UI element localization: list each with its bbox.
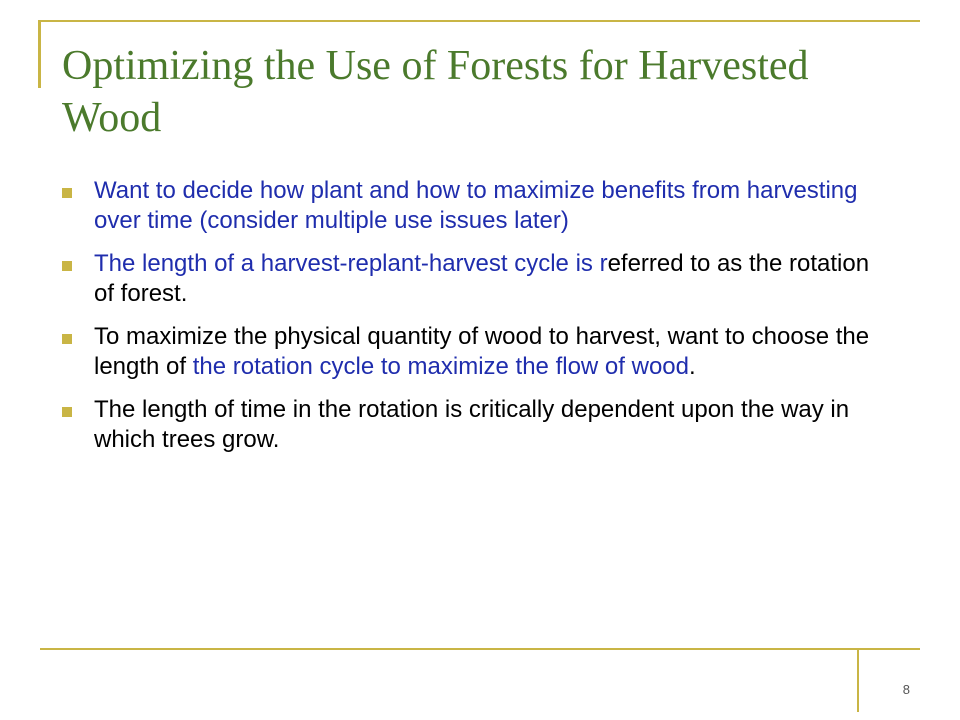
slide-title: Optimizing the Use of Forests for Harvested Wood (62, 43, 809, 141)
bullet-item-4 (62, 395, 882, 455)
footer-accent-bar (857, 648, 859, 712)
square-bullet-icon (62, 407, 72, 417)
bullet-text-part: the rotation cycle to maximize the flow of wood (192, 353, 689, 380)
bullet-text-part: eferred to as the rotation of forest. (94, 250, 870, 307)
bullet-list (62, 176, 882, 468)
page-number: 8 (902, 682, 910, 697)
square-bullet-icon (62, 188, 72, 198)
bullet-item-1 (62, 176, 882, 236)
bullet-text-part: . (688, 353, 696, 380)
square-bullet-icon (62, 261, 72, 271)
square-bullet-icon (62, 334, 72, 344)
bullet-text: The length of time in the rotation is critically dependent upon the way in which trees grow. (94, 396, 850, 453)
bullet-text: Want to decide how plant and how to maximize benefits from harvesting over time (consider multiple use issues later) (94, 177, 858, 234)
bullet-text-part: To maximize the physical quantity of wood to harvest, want to choose the length of (94, 323, 870, 380)
bullet-text-part: The length of a harvest-replant-harvest cycle is r (94, 250, 608, 277)
top-divider (40, 20, 920, 22)
bullet-item-3 (62, 322, 882, 382)
left-accent-bar (38, 20, 41, 88)
bullet-item-2 (62, 249, 882, 309)
bottom-divider (40, 648, 920, 650)
